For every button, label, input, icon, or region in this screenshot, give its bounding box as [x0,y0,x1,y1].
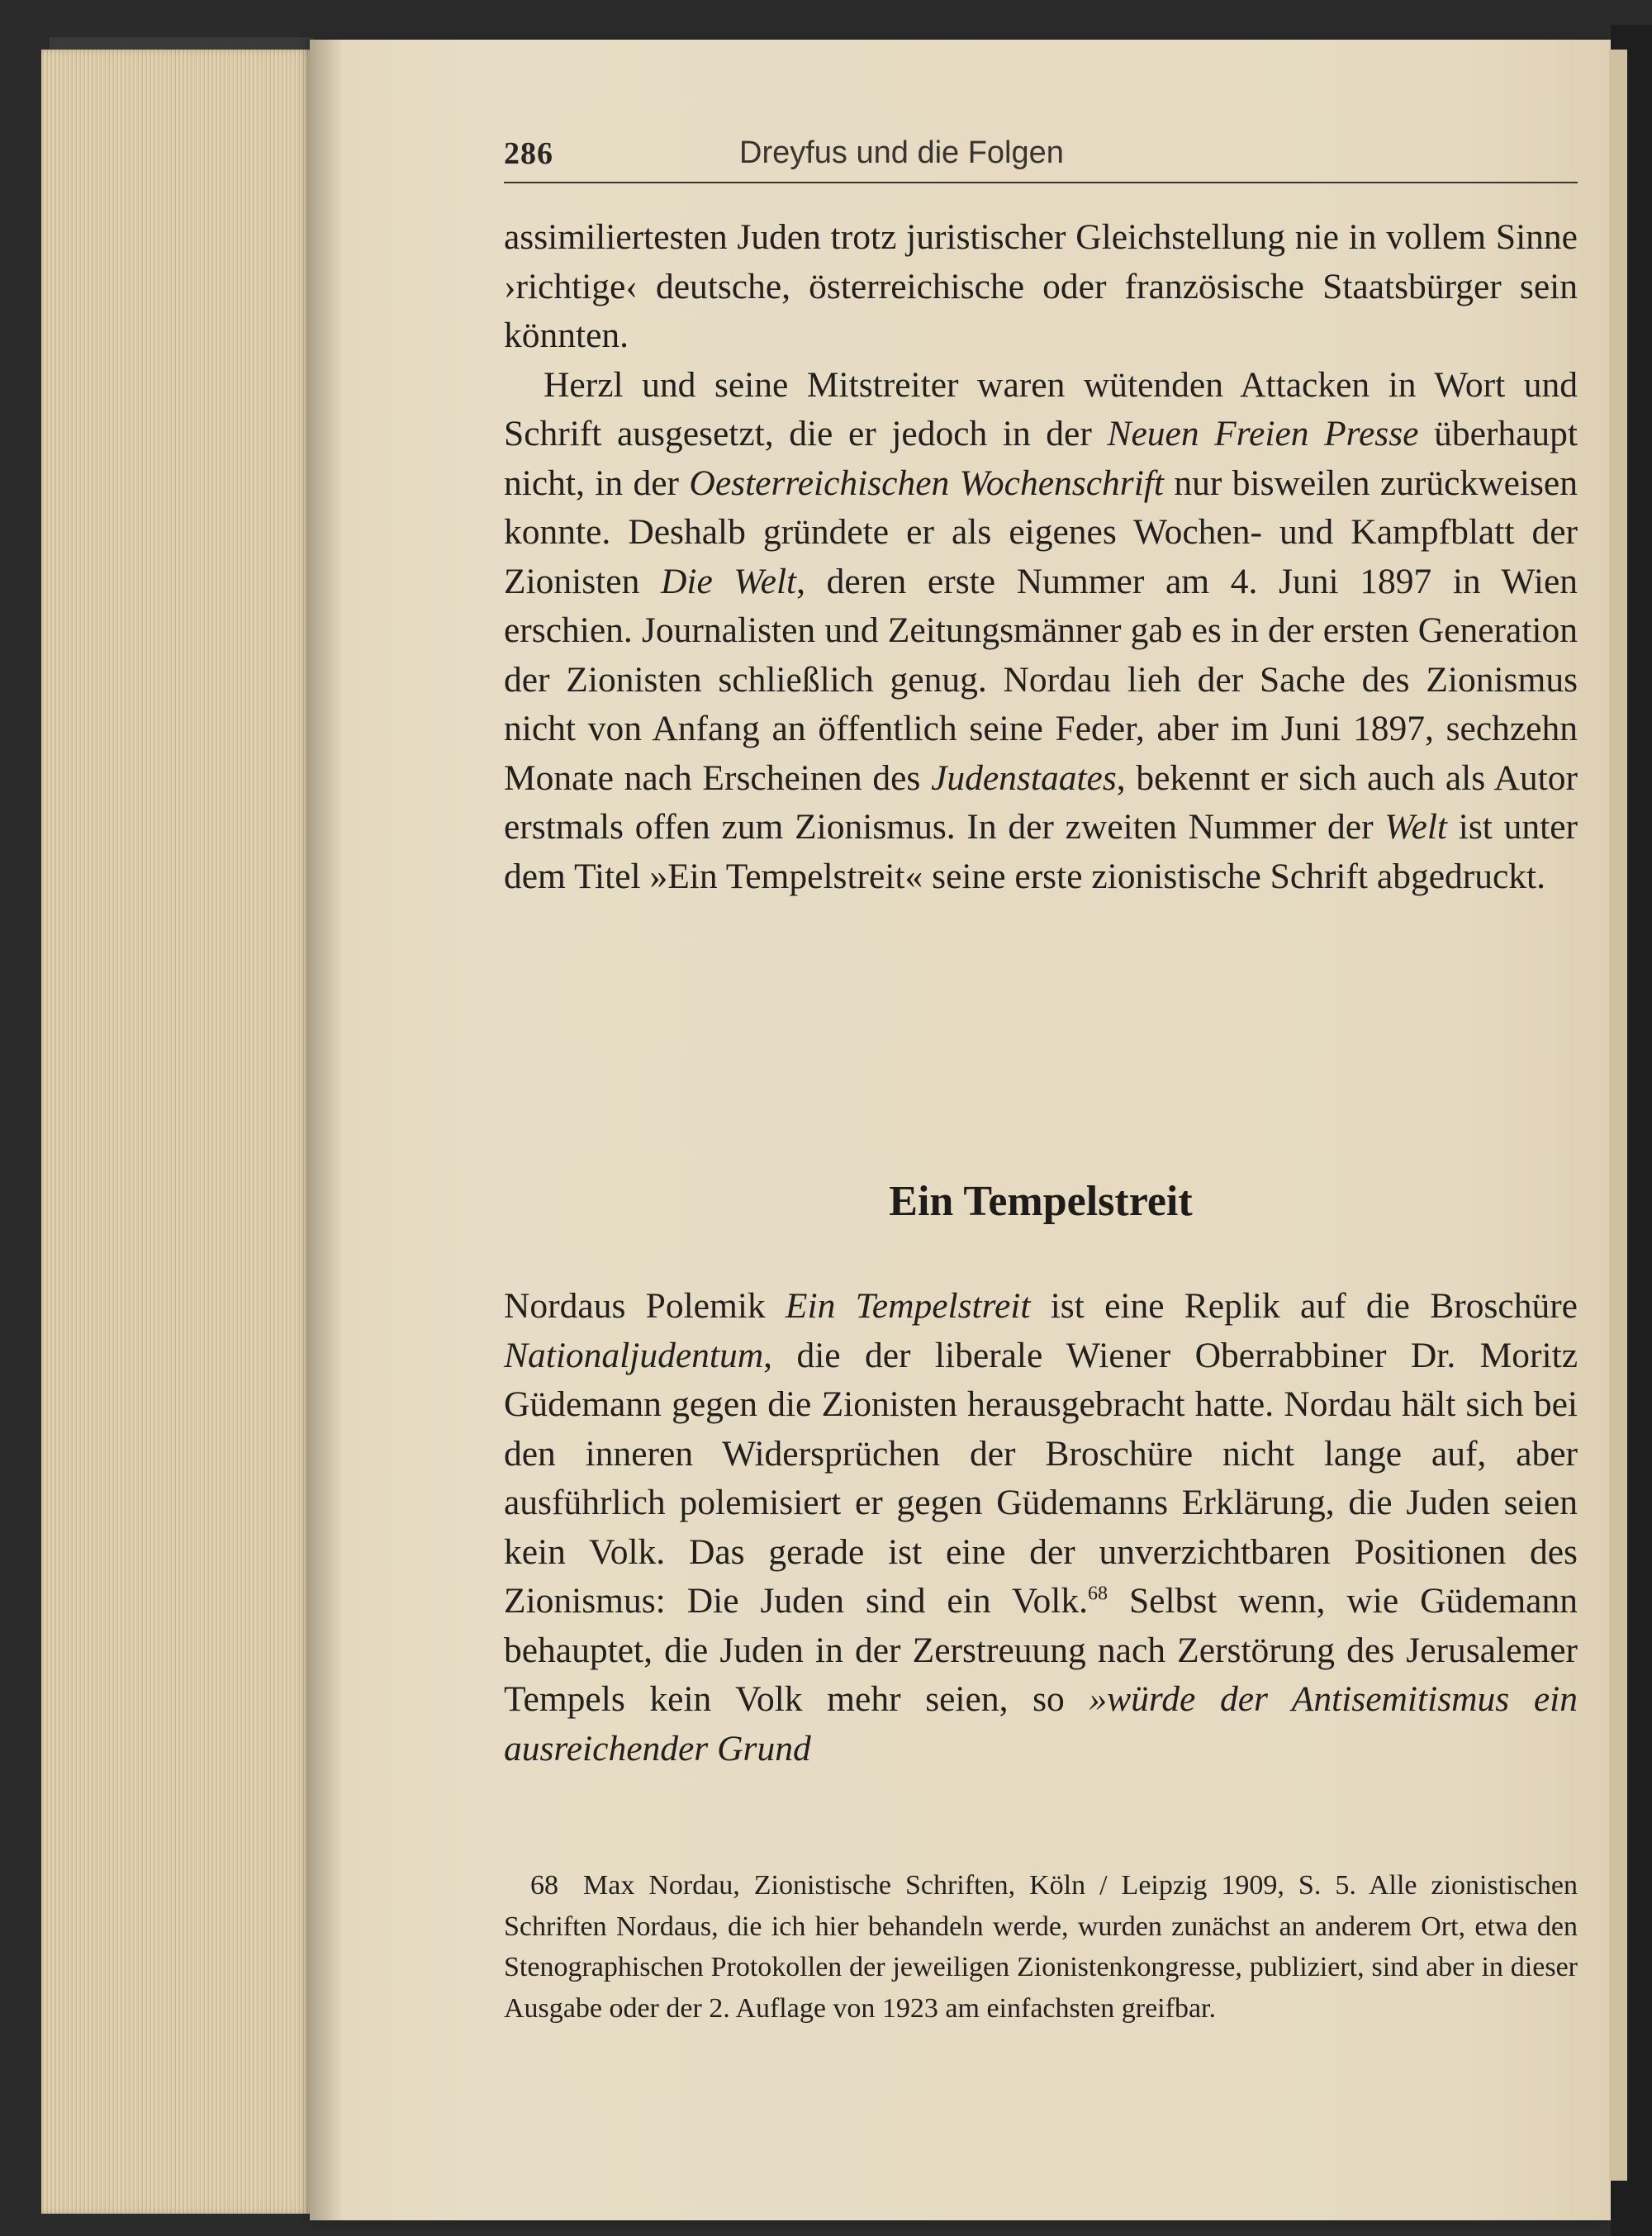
italic-title: Judenstaates [931,757,1117,798]
italic-title: Neuen Freien Presse [1107,414,1419,453]
text-run: überhaupt nicht, in der [504,414,1578,503]
section-text [504,1282,1578,1773]
italic-title: Nationaljudentum [504,1335,764,1375]
page-number: 286 [504,136,553,171]
text-run: Herzl und seine Mitstreiter waren wütenden Attacken in Wort und Schrift ausgesetzt, die er jedoch in der [504,364,1578,453]
text-run: , bekennt er sich auch als Autor erstmals offen zum Zionismus. In der zweiten Nummer der [504,757,1578,847]
footnote-number: 68 [530,1870,558,1901]
text-run: ist unter dem Titel »Ein Tempelstreit« seine erste zionistische Schrift abgedruckt. [504,807,1578,896]
text-run: Nordaus Polemik [504,1286,786,1326]
footnote-text: Max Nordau, Zionistische Schriften, Köln / Leipzig 1909, S. 5. Alle zionistischen Schriften Nordaus, die ich hier behandeln werde, wurden zunächst an anderem Ort, etwa den Stenographischen Protokollen der jeweiligen Zionistenkongresse, publiziert, sind aber in dieser Ausgabe oder der 2. Auflage von 1923 am einfachsten greifbar. [504,1870,1578,2024]
footnote [504,1865,1578,2029]
text-run: , die der liberale Wiener Oberrabbiner Dr. Moritz Güdemann gegen die Zionisten herausgebracht hatte. Nordau hält sich bei den inneren Widersprüchen der Broschüre nicht lange auf, aber ausführlich polemisiert er gegen Güdemanns Erklärung, die Juden seien kein Volk. Das gerade ist eine der unverzichtbaren Positionen des Zionismus: Die Juden sind ein Volk. [504,1335,1578,1621]
italic-quote: »würde der Antisemitismus ein ausreichender Grund [504,1679,1578,1768]
intro-text [504,213,1578,901]
paragraph-herzl [504,361,1578,902]
running-head [504,132,1578,183]
text-run: Selbst wenn, wie Güdemann behauptet, die Juden in der Zerstreuung nach Zerstörung des Jerusalemer Tempels kein Volk mehr seien, so [504,1581,1578,1719]
italic-title: Welt [1384,807,1448,847]
text-run: , deren erste Nummer am 4. Juni 1897 in Wien erschien. Journalisten und Zeitungsmänner gab es in der ersten Generation der Zionisten schließlich genug. Nordau lieh der Sache des Zionismus nicht von Anfang an öffentlich seine Feder, aber im Juni 1897, sechzehn Monate nach Erscheinen des [504,561,1578,798]
paragraph-tempelstreit [504,1282,1578,1773]
italic-title: Die Welt [660,561,797,601]
binding-shadow [310,40,343,2220]
text-run: nur bisweilen zurückweisen konnte. Deshalb gründete er als eigenes Wochen- und Kampfblatt der Zionisten [504,463,1578,601]
italic-title: Oesterreichischen Wochenschrift [689,463,1164,503]
text-run: ist eine Replik auf die Broschüre [1030,1286,1578,1326]
facing-page-sliver [1609,50,1627,2181]
paragraph-continuation: assimiliertesten Juden trotz juristischer Gleichstellung nie in vollem Sinne ›richtige‹ deutsche, österreichische oder französische Staatsbürger sein könnten. [504,217,1578,355]
italic-title: Ein Tempelstreit [785,1286,1031,1326]
running-head-title: Dreyfus und die Folgen [739,135,1064,170]
footnote-reference: 68 [1088,1583,1108,1605]
book-page-edges [41,50,314,2214]
section-heading: Ein Tempelstreit [889,1178,1193,1225]
